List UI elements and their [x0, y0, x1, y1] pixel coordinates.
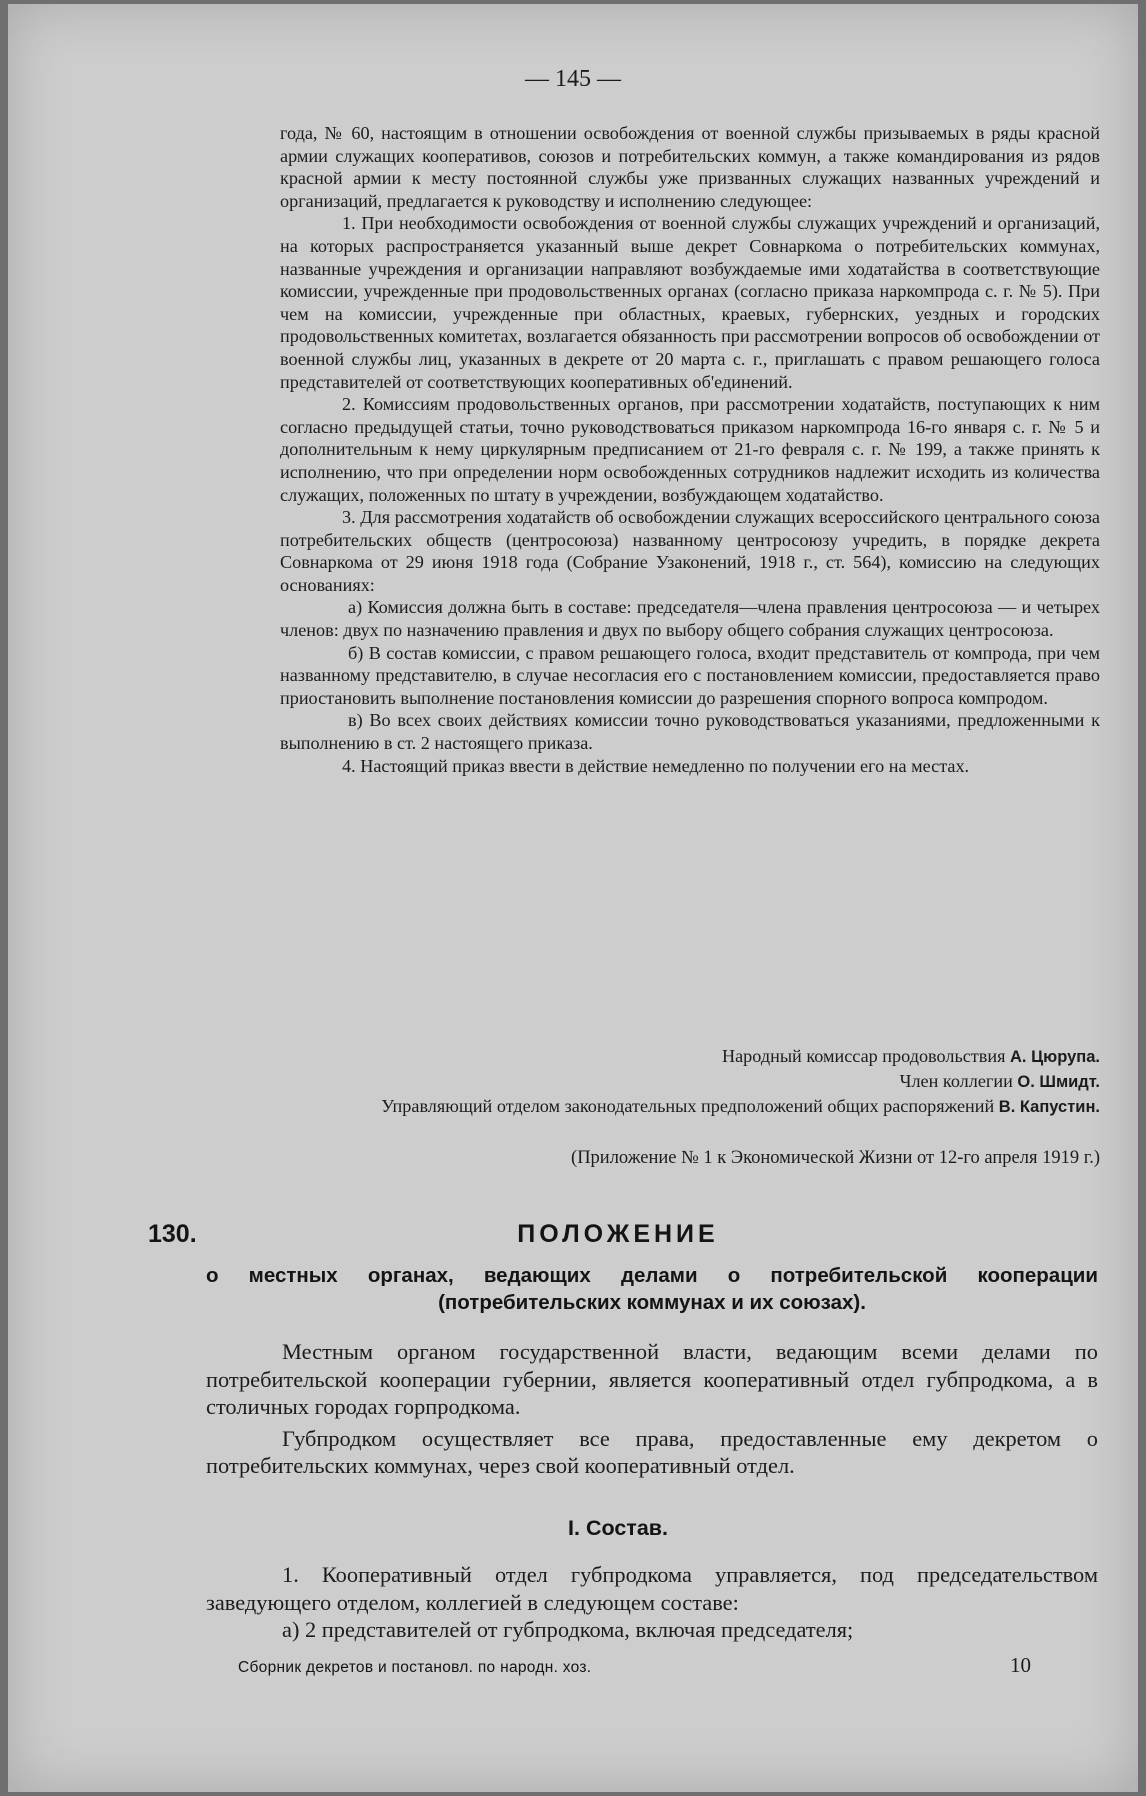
signature-line: Народный комиссар продовольствия А. Цюрупа. — [721, 1046, 1100, 1066]
paragraph: Местным органом государственной власти, ведающим всеми делами по потребительской кооперации губернии, является кооперативный отдел губпродкома, а в столичных городах горпродкома. — [206, 1339, 1098, 1419]
paragraph: б) В состав комиссии, с правом решающего голоса, входит представитель от компрода, при чем названному представителю, в случае несогласия его с постановлением комиссии, предоставляется право приостановить выполнение постановления комиссии до разрешения спорного вопроса компродом. — [280, 642, 1100, 708]
footer-source: Сборник декретов и постановл. по народн. хоз. — [238, 1659, 592, 1676]
paragraph: а) 2 представителей от губпродкома, включая председателя; — [282, 1617, 854, 1642]
page-number: — 145 — — [525, 66, 621, 92]
paragraph: 1. При необходимости освобождения от военной службы служащих учреждений и организаций, на которых распространяется указанный выше декрет Совнаркома о потребительских коммунах, названные учреждения и организации направляют возбуждаемые ими ходатайства в соответствующие комиссии, учрежденные при продовольственных органах (согласно приказа наркомпрода с. г. № 5). При чем на комиссии, учрежденные при областных, краевых, губернских, уездных и городских продовольственных комитетах, возлагается обязанность при рассмотрении вопросов об освобождении от военной службы лиц, указанных в декрете от 20 марта с. г., приглашать с правом решающего голоса представителей от соответствующих кооперативных об'единений. — [280, 213, 1100, 392]
document-page — [8, 4, 1138, 1792]
section-heading: I. Состав. — [568, 1516, 668, 1540]
document-title: ПОЛОЖЕНИЕ — [517, 1220, 719, 1248]
paragraph: года, № 60, настоящим в отношении освобождения от военной службы призываемых в ряды красной армии служащих кооперативов, союзов и потребительских коммун, а также командирования из рядов красной армии к месту постоянной службы уже призванных служащих названных учреждений и организаций, предлагается к руководству и исполнению следующее: — [280, 123, 1100, 211]
appendix-note: (Приложение № 1 к Экономической Жизни от 12-го апреля 1919 г.) — [571, 1148, 1100, 1168]
paragraph: 4. Настоящий приказ ввести в действие немедленно по получении его на местах. — [342, 755, 970, 776]
signature-block — [280, 1044, 1100, 1119]
paragraph: 3. Для рассмотрения ходатайств об освобождении служащих всероссийского центрального союза потребительских обществ (центросоюза) названному центросоюзу учредить, в порядке декрета Совнаркома от 29 июня 1918 года (Собрание Узаконений, 1918 г., ст. 564), комиссию на следующих основаниях: — [280, 507, 1100, 595]
signature-line: Управляющий отделом законодательных предположений общих распоряжений В. Капустин. — [381, 1096, 1100, 1116]
paragraph: а) Комиссия должна быть в составе: председателя—члена правления центросоюза — и четырех членов: двух по назначению правления и двух по выбору общего собрания служащих центросоюза. — [280, 597, 1100, 641]
paragraph: 2. Комиссиям продовольственных органов, при рассмотрении ходатайств, поступающих к ним согласно предыдущей статьи, точно руководствоваться приказом наркомпрода 16-го января с. г. № 5 и дополнительным к нему циркулярным предписанием от 21-го февраля с. г. № 199, а также принять к исполнению, что при определении норм освобожденных сотрудников надлежит исходить из количества служащих, положенных по штату в учреждении, возбуждающем ходатайство. — [280, 394, 1100, 505]
top-text-block — [280, 122, 1100, 777]
document-number: 130. — [148, 1220, 197, 1248]
paragraph: 1. Кооперативный отдел губпродкома управляется, под председательством заведующего отделом, коллегией в следующем составе: — [206, 1562, 1098, 1615]
document-subtitle: о местных органах, ведающих делами о потребительской кооперации (потребительских коммунах и их союзах). — [206, 1264, 1098, 1314]
paragraph: Губпродком осуществляет все права, предоставленные ему декретом о потребительских коммунах, через свой кооперативный отдел. — [206, 1425, 1098, 1478]
footer-page-number: 10 — [1010, 1653, 1031, 1677]
paragraph: в) Во всех своих действиях комиссии точно руководствоваться указаниями, предложенными к выполнению в ст. 2 настоящего приказа. — [280, 710, 1100, 754]
section-text-block — [206, 1561, 1098, 1644]
main-text-block — [206, 1338, 1098, 1480]
signature-line: Член коллегии О. Шмидт. — [899, 1071, 1100, 1091]
